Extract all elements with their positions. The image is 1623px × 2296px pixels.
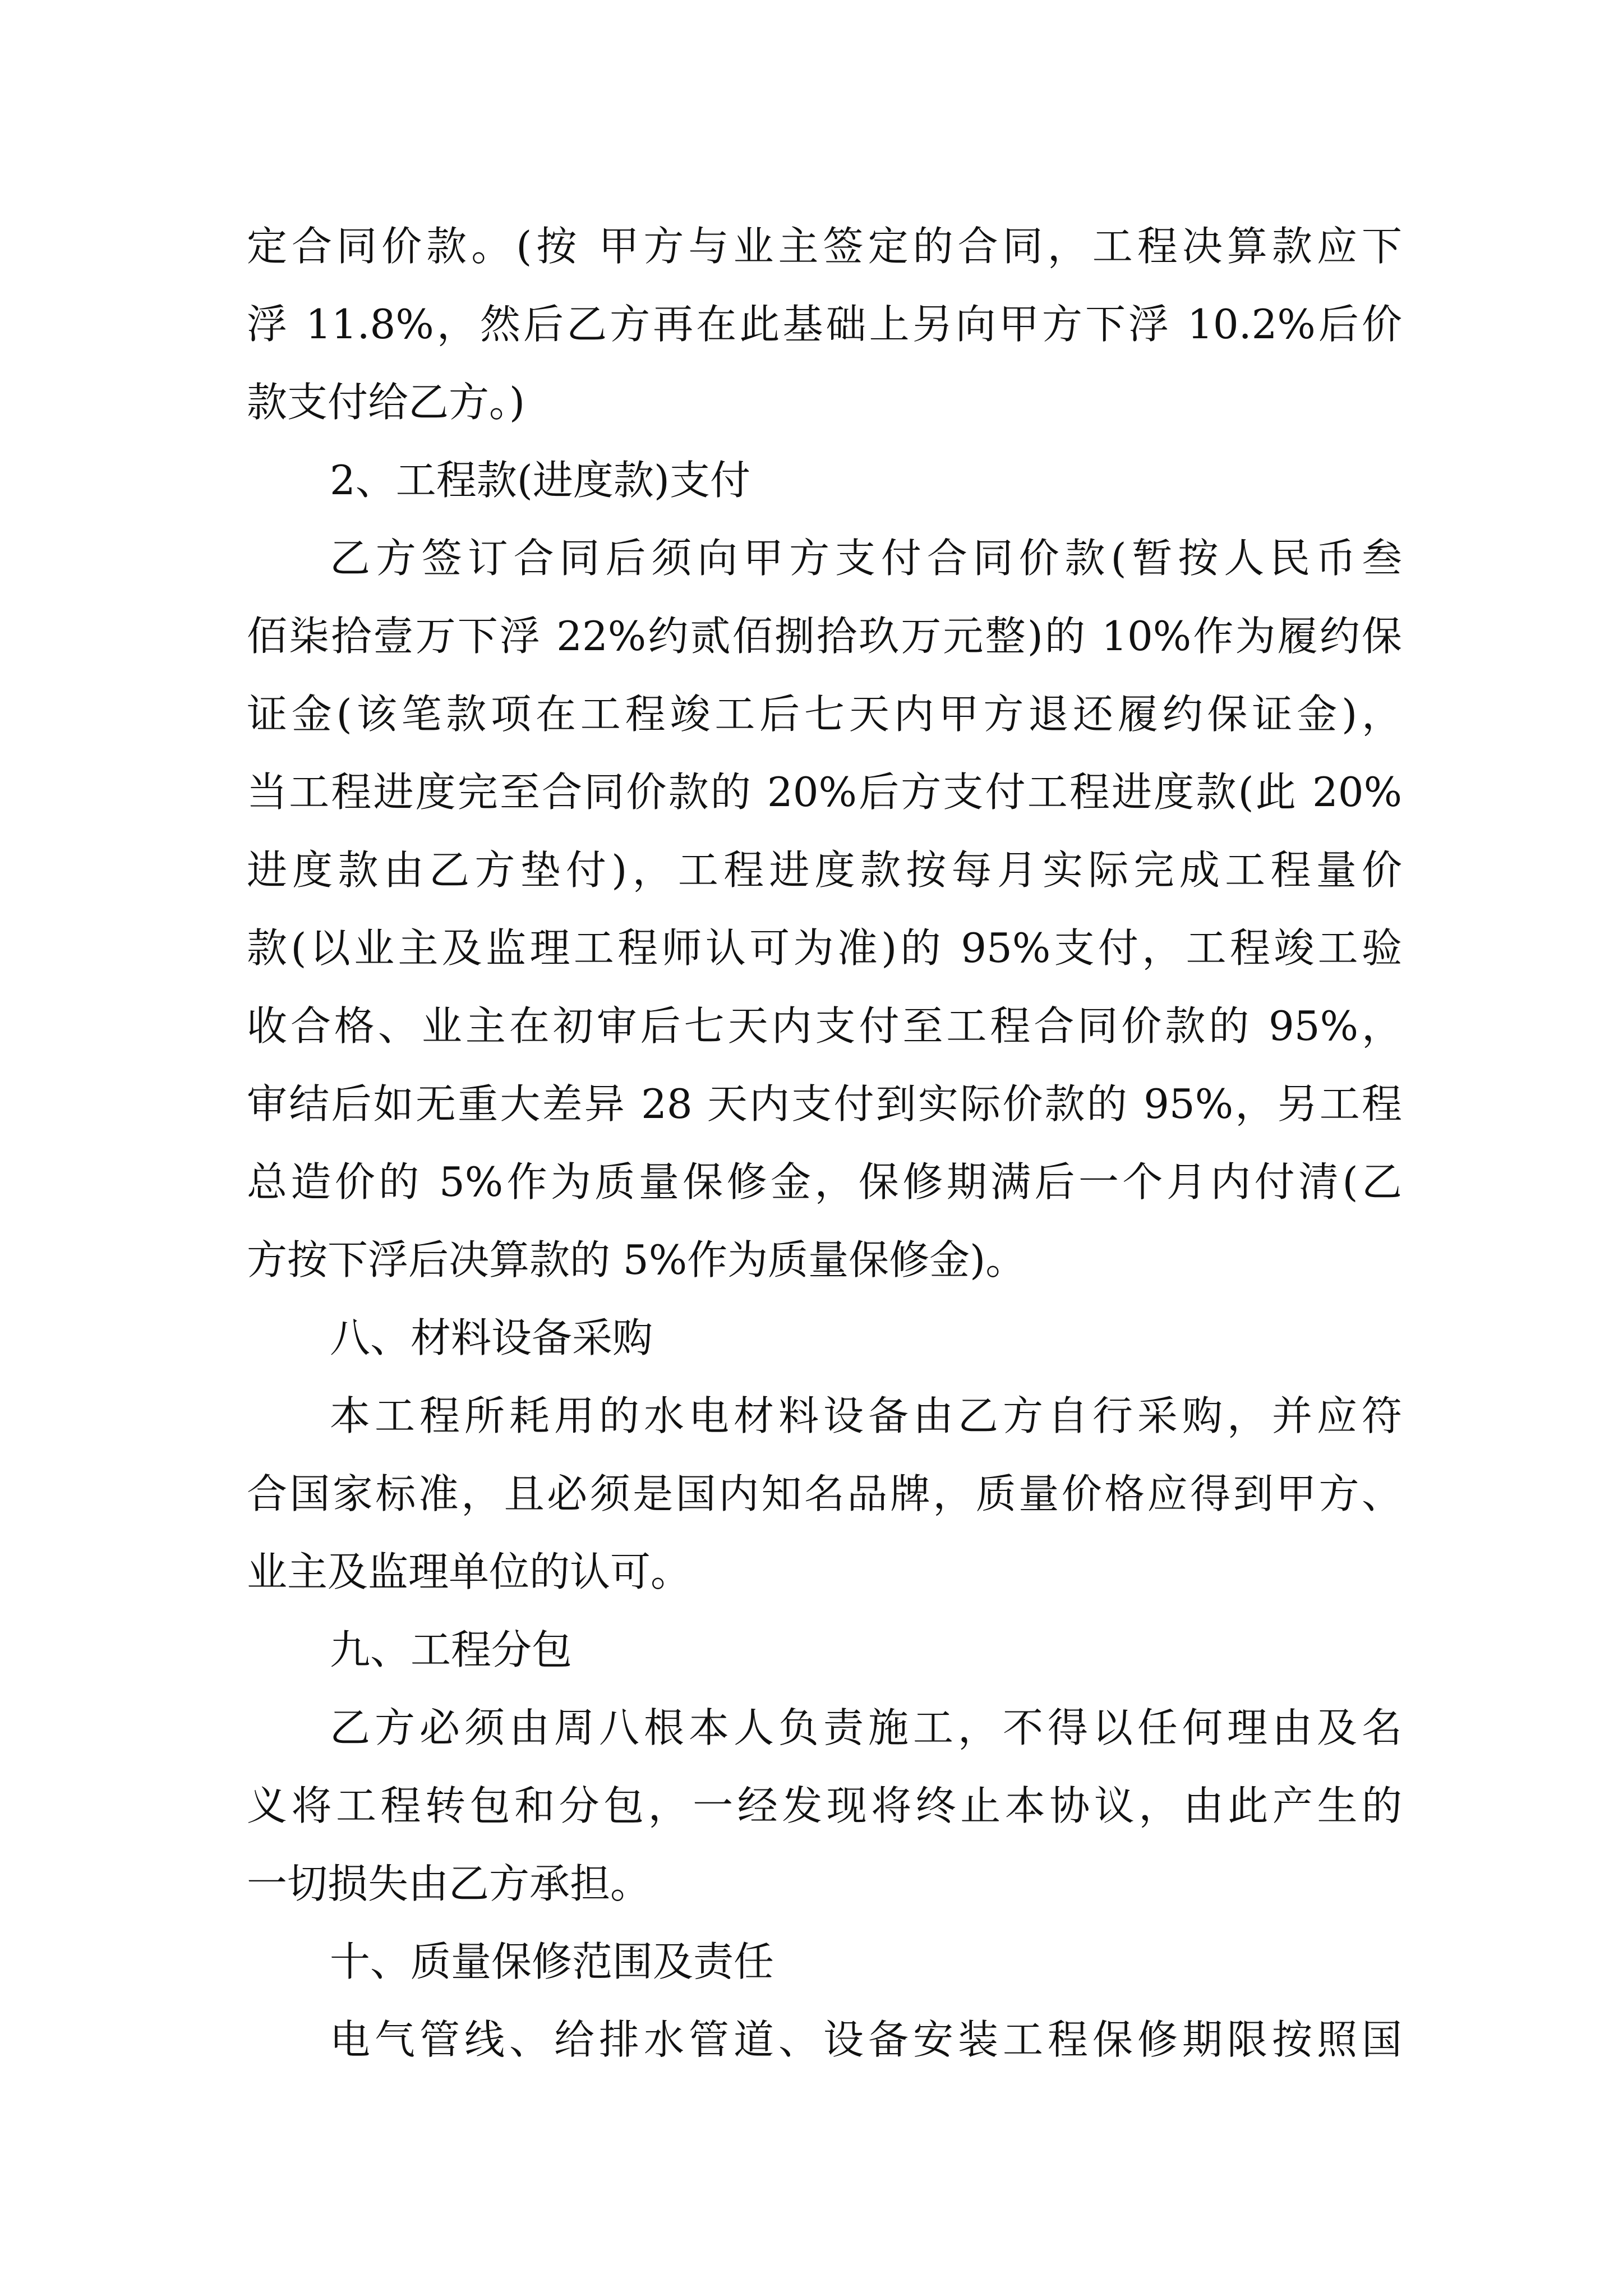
text-line: 佰柒拾壹万下浮 22%约贰佰捌拾玖万元整)的 10%作为履约保 [247, 613, 1402, 660]
text-line: 款支付给乙方。) [247, 379, 525, 426]
text-line: 进度款由乙方垫付)，工程进度款按每月实际完成工程量价 [247, 846, 1402, 894]
text-line: 业主及监理单位的认可。 [247, 1548, 691, 1595]
text-line: 款(以业主及监理工程师认可为准)的 95%支付，工程竣工验 [247, 924, 1402, 972]
text-line: 总造价的 5%作为质量保修金，保修期满后一个月内付清(乙 [247, 1158, 1402, 1205]
section-heading: 十、质量保修范围及责任 [330, 1938, 774, 1985]
text-line: 一切损失由乙方承担。 [247, 1860, 651, 1907]
text-line: 证金(该笔款项在工程竣工后七天内甲方退还履约保证金)， [247, 691, 1402, 738]
text-line: 义将工程转包和分包，一经发现将终止本协议，由此产生的 [247, 1782, 1402, 1829]
text-line: 乙方签订合同后须向甲方支付合同价款(暂按人民币叁 [330, 535, 1402, 582]
text-line: 合国家标准，且必须是国内知名品牌，质量价格应得到甲方、 [247, 1470, 1402, 1517]
section-heading: 2、工程款(进度款)支付 [330, 457, 750, 504]
text-line: 本工程所耗用的水电材料设备由乙方自行采购，并应符 [330, 1392, 1402, 1439]
text-line: 方按下浮后决算款的 5%作为质量保修金)。 [247, 1236, 1026, 1283]
text-line: 收合格、业主在初审后七天内支付至工程合同价款的 95%， [247, 1002, 1402, 1050]
section-heading: 八、材料设备采购 [330, 1314, 653, 1361]
section-heading: 九、工程分包 [330, 1626, 573, 1673]
text-line: 电气管线、给排水管道、设备安装工程保修期限按照国 [330, 2016, 1402, 2063]
text-line: 审结后如无重大差异 28 天内支付到实际价款的 95%，另工程 [247, 1080, 1402, 1128]
contract-text [247, 208, 1402, 2079]
text-line: 乙方必须由周八根本人负责施工，不得以任何理由及名 [330, 1704, 1402, 1751]
text-line: 定合同价款。(按 甲方与业主签定的合同，工程决算款应下 [247, 223, 1402, 270]
text-line: 浮 11.8%，然后乙方再在此基础上另向甲方下浮 10.2%后价 [247, 301, 1402, 348]
text-line: 当工程进度完至合同价款的 20%后方支付工程进度款(此 20% [247, 769, 1402, 816]
